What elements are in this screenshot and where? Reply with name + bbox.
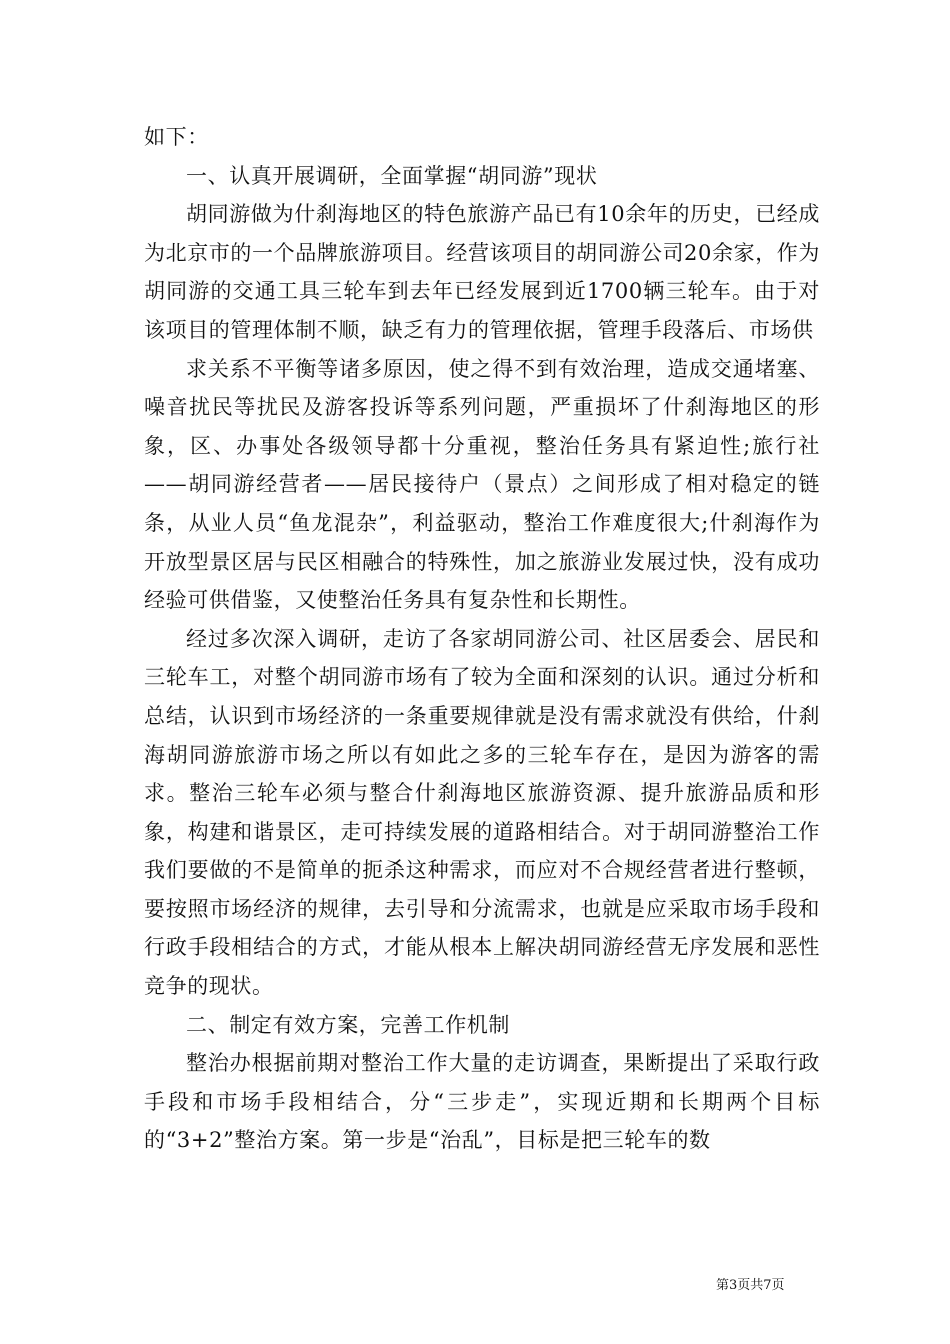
paragraph-plan: 整治办根据前期对整治工作大量的走访调查，果断提出了采取行政手段和市场手段相结合，分“三步走”，实现近期和长期两个目标的“3+2”整治方案。第一步是“治乱”，目标是把三轮车的数: [144, 1051, 820, 1153]
paragraph-research: 经过多次深入调研，走访了各家胡同游公司、社区居委会、居民和三轮车工，对整个胡同游市场有了较为全面和深刻的认识。通过分析和总结，认识到市场经济的一条重要规律就是没有需求就没有供给，什刹海胡同游旅游市场之所以有如此之多的三轮车存在，是因为游客的需求。整治三轮车必须与整合什刹海地区旅游资源、提升旅游品质和形象，构建和谐景区，走可持续发展的道路相结合。对于胡同游整治工作我们要做的不是简单的扼杀这种需求，而应对不合规经营者进行整顿，要按照市场经济的规律，去引导和分流需求，也就是应采取市场手段和行政手段相结合的方式，才能从根本上解决胡同游经营无序发展和恶性竞争的现状。: [144, 626, 820, 999]
page-number-footer: 第3页共7页: [716, 1278, 785, 1293]
paragraph-problems: 求关系不平衡等诸多原因，使之得不到有效治理，造成交通堵塞、噪音扰民等扰民及游客投诉等系列问题，严重损坏了什刹海地区的形象，区、办事处各级领导都十分重视，整治任务具有紧迫性;旅行社——胡同游经营者——居民接待户（景点）之间形成了相对稳定的链条，从业人员“鱼龙混杂”，利益驱动，整治工作难度很大;什刹海作为开放型景区居与民区相融合的特殊性，加之旅游业发展过快，没有成功经验可供借鉴，又使整治任务具有复杂性和长期性。: [144, 356, 820, 613]
document-body: [144, 118, 820, 1160]
section-heading-1: 一、认真开展调研，全面掌握“胡同游”现状: [186, 163, 598, 188]
paragraph-overview: 胡同游做为什刹海地区的特色旅游产品已有10余年的历史，已经成为北京市的一个品牌旅游项目。经营该项目的胡同游公司20余家，作为胡同游的交通工具三轮车到去年已经发展到近1700辆三轮车。由于对该项目的管理体制不顺，缺乏有力的管理依据，管理手段落后、市场供: [144, 202, 820, 342]
paragraph-intro: 如下：: [144, 125, 209, 149]
section-heading-2: 二、制定有效方案，完善工作机制: [186, 1012, 510, 1037]
